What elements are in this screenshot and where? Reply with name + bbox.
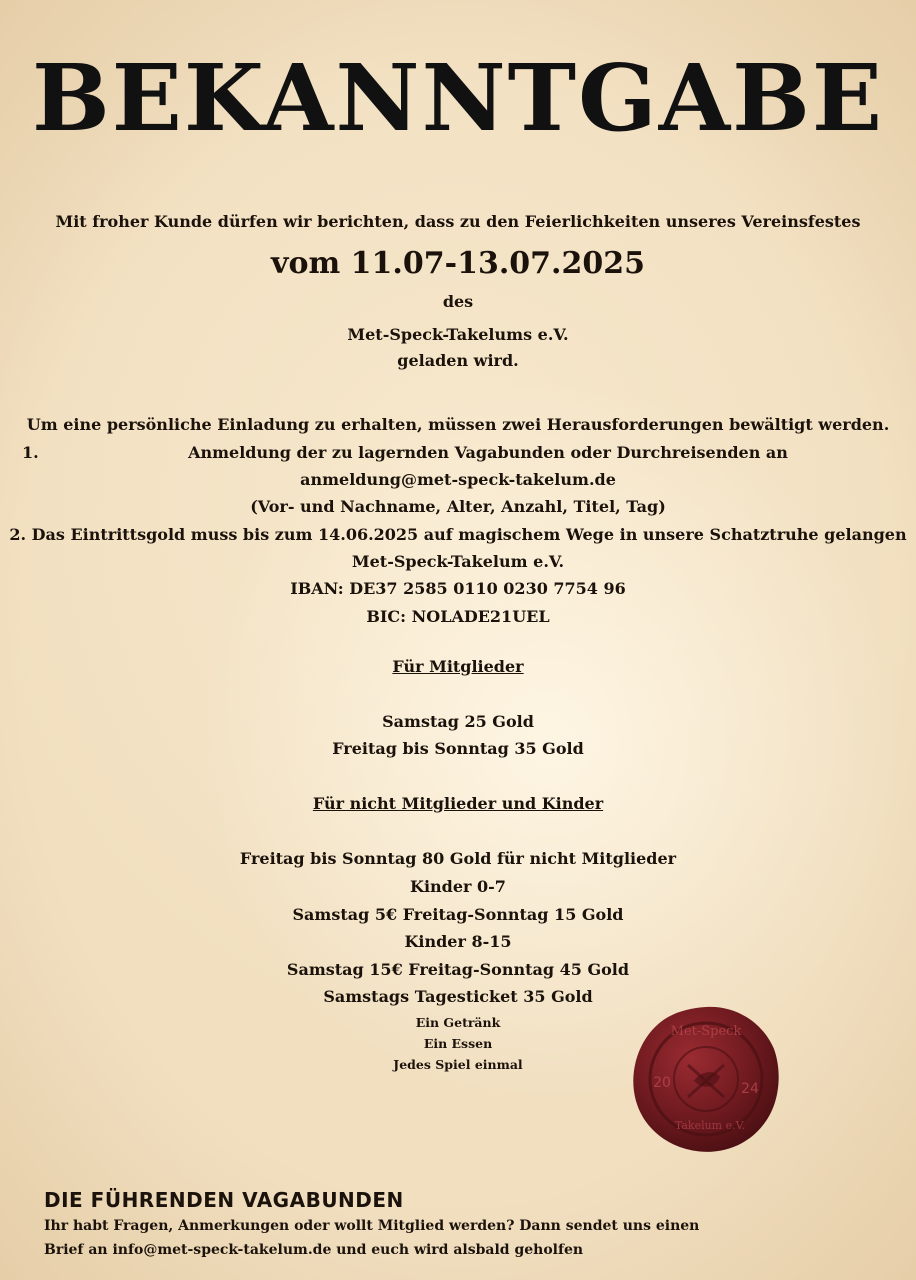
page-title: BEKANNTGABE <box>32 44 884 152</box>
includes-item: Ein Essen <box>423 1036 493 1051</box>
step2-text: 2. Das Eintrittsgold muss bis zum 14.06.2025 auf magischem Wege in unsere Schatztruhe gelangen <box>9 525 907 544</box>
step1-number: 1. <box>22 443 39 462</box>
non-members-weekend: Freitag bis Sonntag 80 Gold für nicht Mitglieder <box>239 849 677 868</box>
includes-item: Jedes Spiel einmal <box>393 1057 523 1072</box>
club-name: Met-Speck-Takelums e.V. <box>347 325 569 344</box>
kids-young: Kinder 0-7 <box>410 877 506 896</box>
members-heading: Für Mitglieder <box>392 657 524 676</box>
step1-text: Anmeldung der zu lagernden Vagabunden oder Durchreisenden an <box>188 443 788 462</box>
seal-year-left: 20 <box>653 1075 671 1091</box>
members-weekend: Freitag bis Sonntag 35 Gold <box>332 739 584 758</box>
kids-older: Kinder 8-15 <box>404 932 512 951</box>
members-saturday: Samstag 25 Gold <box>382 712 534 731</box>
kids-older-price: Samstag 15€ Freitag-Sonntag 45 Gold <box>286 960 630 979</box>
intro-text: Mit froher Kunde dürfen wir berichten, dass zu den Feierlichkeiten unseres Vereinsfestes <box>55 212 861 231</box>
iban: IBAN: DE37 2585 0110 0230 7754 96 <box>290 579 626 598</box>
event-date: vom 11.07-13.07.2025 <box>271 246 645 281</box>
registration-details: (Vor- und Nachname, Alter, Anzahl, Titel, Tag) <box>250 497 666 516</box>
day-ticket: Samstags Tagesticket 35 Gold <box>323 987 593 1006</box>
seal-year-right: 24 <box>741 1081 759 1097</box>
seal-top-text: Met-Speck <box>670 1024 742 1039</box>
wax-seal-icon <box>630 1003 782 1155</box>
challenge-intro: Um eine persönliche Einladung zu erhalten, müssen zwei Herausforderungen bewältigt werden. <box>26 415 890 434</box>
footer-line2: Brief an info@met-speck-takelum.de und euch wird alsbald geholfen <box>44 1242 584 1258</box>
bic: BIC: NOLADE21UEL <box>366 607 550 626</box>
footer-heading: DIE FÜHRENDEN VAGABUNDEN <box>44 1188 404 1212</box>
seal-bottom-text: Takelum e.V. <box>674 1119 746 1132</box>
includes-item: Ein Getränk <box>415 1015 501 1030</box>
payment-recipient: Met-Speck-Takelum e.V. <box>351 552 565 571</box>
des-text: des <box>442 292 474 311</box>
non-members-heading: Für nicht Mitglieder und Kinder <box>312 794 604 813</box>
kids-young-price: Samstag 5€ Freitag-Sonntag 15 Gold <box>292 905 624 924</box>
footer-line1: Ihr habt Fragen, Anmerkungen oder wollt Mitglied werden? Dann sendet uns einen <box>44 1218 700 1234</box>
registration-email[interactable]: anmeldung@met-speck-takelum.de <box>300 470 616 489</box>
invited-text: geladen wird. <box>397 351 519 370</box>
